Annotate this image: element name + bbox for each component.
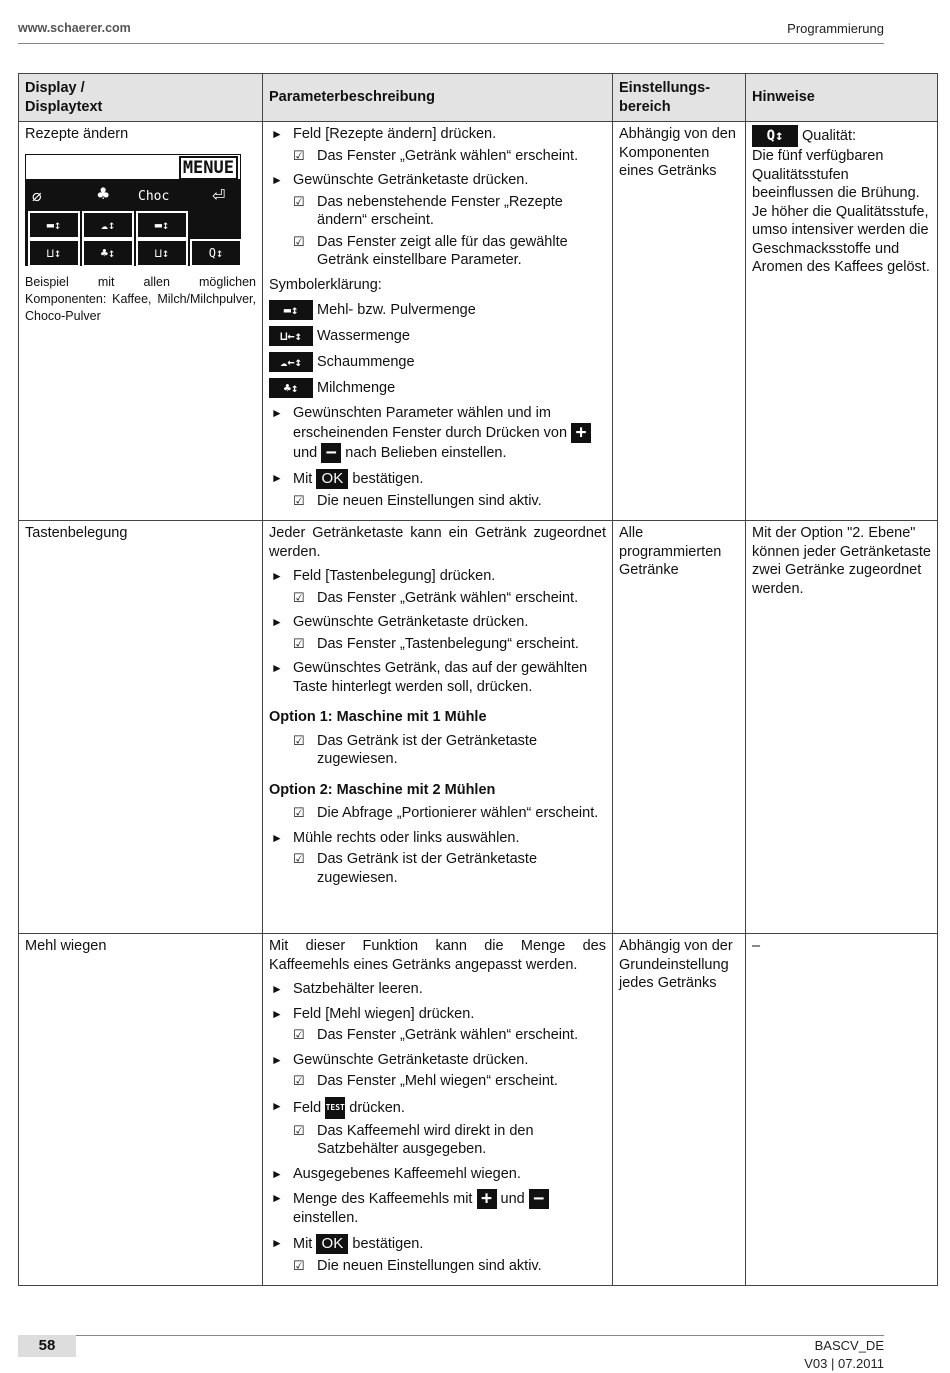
row-display-cell [19,521,263,934]
legend-item: ▬↕ Mehl- bzw. Pulvermenge [269,300,606,320]
menu-label: MENUE [179,156,238,180]
milk-amount-icon: ♣↕ [269,378,313,398]
result: ☑ Das Fenster „Getränk wählen“ erscheint. [293,147,579,164]
minus-icon: − [321,443,341,463]
foam-amount-icon: ☁←↕ [269,352,313,372]
step: ► Menge des Kaffeemehls mit + und − einstellen. [269,1189,606,1228]
checkbox-icon: ☑ [293,851,305,866]
page-number: 58 [18,1335,76,1357]
result: ☑ Die neuen Einstellungen sind aktiv. [293,492,542,509]
step-arrow-icon: ► [271,1006,283,1021]
intro-text: Mit dieser Funktion kann die Menge des Kaffeemehls eines Getränks angepasst werden. [269,938,606,973]
checkbox-icon: ☑ [293,1027,305,1042]
step-arrow-icon: ► [271,173,283,187]
checkbox-icon: ☑ [293,1122,305,1138]
row-notes-cell [746,122,938,521]
intro-text: Jeder Getränketaste kann ein Getränk zugeordnet werden. [269,525,606,560]
row-display-cell [19,934,263,1286]
legend-item: ♣↕ Milchmenge [269,378,606,398]
row-description-cell [263,122,613,521]
minus-icon: − [529,1189,549,1209]
section-title: Programmierung [787,21,884,36]
step: ► Satzbehälter leeren. [271,981,423,997]
back-icon: ⏎ [212,185,226,205]
checkbox-icon: ☑ [293,147,305,163]
row-title: Rezepte ändern [25,126,129,142]
choc-label: Choc [138,188,170,204]
header-display: Display / Displaytext [19,74,263,122]
checkbox-icon: ☑ [293,193,305,209]
ok-icon: OK [316,469,348,489]
result: ☑ Das Getränk ist der Getränketaste zugewiesen. [293,851,538,886]
step-arrow-icon: ► [271,830,283,845]
step-arrow-icon: ► [271,470,283,485]
screen-caption: Beispiel mit allen möglichen Komponenten: Kaffee, Milch/Milchpulver, Choco-Pulver [25,274,256,323]
result: ☑ Das Fenster „Getränk wählen“ erscheint. [293,1027,579,1043]
result: ☑ Die Abfrage „Portionierer wählen“ erscheint. [293,805,599,821]
step-arrow-icon: ► [271,569,283,583]
step: ► Gewünschte Getränketaste drücken. [271,1051,529,1068]
step-arrow-icon: ► [271,982,283,996]
step: ► Feld [Rezepte ändern] drücken. [271,126,497,142]
quality-cell: Q↕ [190,239,242,267]
doc-id: BASCV_DE [814,1338,884,1353]
legend-item: ⊔←↕ Wassermenge [269,326,606,346]
header-notes: Hinweise [746,74,938,122]
ok-icon: OK [316,1234,348,1254]
result: ☑ Das Fenster zeigt alle für das gewählte Getränk einstellbare Parameter. [293,233,568,268]
plus-icon: + [477,1189,497,1209]
website-url: www.schaerer.com [18,21,131,35]
row-title: Mehl wiegen [25,938,107,954]
footer-divider [76,1335,884,1336]
result: ☑ Das Kaffeemehl wird direkt in den Satzbehälter ausgegeben. [293,1122,534,1157]
step-arrow-icon: ► [271,1166,283,1181]
row-range-cell: Abhängig von den Komponenten eines Getränks [613,122,746,521]
milk-amount-cell: ♣↕ [82,239,134,267]
option-heading: Option 1: Maschine mit 1 Mühle [269,709,487,725]
table-row [19,122,938,521]
checkbox-icon: ☑ [293,635,305,651]
parameter-table [18,73,938,1286]
water-amount-cell: ⊔↕ [28,239,80,267]
step: ► Mühle rechts oder links auswählen. [271,829,520,846]
row-description-cell [263,934,613,1286]
row-notes-cell: – [746,934,938,1286]
row-display-cell [19,122,263,521]
quality-label: Qualität: [802,127,857,144]
step: ► Gewünschten Parameter wählen und im erscheinenden Fenster durch Drücken von + und − nach Belieben einstellen. [269,404,606,463]
checkbox-icon: ☑ [293,805,305,820]
step: ► Gewünschte Getränketaste drücken. [271,614,529,630]
step-arrow-icon: ► [271,127,283,141]
table-row [19,521,938,934]
checkbox-icon: ☑ [293,589,305,605]
option-heading: Option 2: Maschine mit 2 Mühlen [269,781,496,798]
powder-amount-cell: ▬↕ [28,211,80,239]
legend-item: ☁←↕ Schaummenge [269,352,606,372]
step-arrow-icon: ► [271,1191,283,1205]
row-range-cell: Abhängig von der Grundeinstellung jedes Getränks [613,934,746,1286]
water-amount-cell-2: ⊔↕ [136,239,188,267]
step: ► Gewünschte Getränketaste drücken. [271,172,529,188]
step: ► Feld [Tastenbelegung] drücken. [271,568,496,584]
step: ► Gewünschtes Getränk, das auf der gewählten Taste hinterlegt werden soll, drücken. [271,660,588,695]
row-title: Tastenbelegung [25,525,128,541]
test-icon: TEST [325,1097,345,1119]
header-description: Parameterbeschreibung [263,74,613,122]
step-arrow-icon: ► [271,615,283,629]
doc-version: V03 | 07.2011 [804,1356,884,1371]
step: ► Ausgegebenes Kaffeemehl wiegen. [271,1165,521,1182]
checkbox-icon: ☑ [293,492,305,508]
powder-amount-icon: ▬↕ [269,300,313,320]
step-arrow-icon: ► [271,1052,283,1067]
result: ☑ Die neuen Einstellungen sind aktiv. [293,1257,542,1274]
step-arrow-icon: ► [271,1235,283,1250]
step-arrow-icon: ► [271,1098,283,1113]
result: ☑ Das nebenstehende Fenster „Rezepte ändern“ erscheint. [293,193,563,228]
result: ☑ Das Fenster „Tastenbelegung“ erscheint. [293,635,579,652]
display-screen-image [25,154,241,266]
water-amount-icon: ⊔←↕ [269,326,313,346]
foam-amount-cell: ☁↕ [82,211,134,239]
quality-note: Die fünf verfügbaren Qualitätsstufen beeinflussen die Brühung. Je höher die Qualitätsstufe, umso intensiver werden die Geschmacksstoffe und Aromen des Kaffees gelöst. [752,148,930,275]
checkbox-icon: ☑ [293,1073,305,1088]
milk-pitcher-icon: ♣ [96,183,111,203]
legend-title: Symbolerklärung: [269,276,382,293]
result: ☑ Das Getränk ist der Getränketaste zugewiesen. [293,732,538,767]
checkbox-icon: ☑ [293,233,305,249]
row-range-cell: Alle programmierten Getränke [613,521,746,934]
plus-icon: + [571,423,591,443]
step: ► Mit OK bestätigen. [271,469,424,487]
checkbox-icon: ☑ [293,1257,305,1273]
row-description-cell [263,521,613,934]
step: ► Feld TEST drücken. [269,1097,606,1119]
checkbox-icon: ☑ [293,732,305,748]
step: ► Feld [Mehl wiegen] drücken. [271,1005,475,1022]
step-arrow-icon: ► [271,406,283,420]
footer-doc-info [804,1337,884,1373]
quality-icon: Q↕ [752,125,798,147]
table-header-row [19,74,938,122]
powder-amount-cell-2: ▬↕ [136,211,188,239]
step: ► Mit OK bestätigen. [271,1234,424,1252]
header-divider [18,43,884,44]
table-row [19,934,938,1286]
coffee-bean-icon: ⌀ [32,185,42,205]
row-notes-cell: Mit der Option "2. Ebene" können jeder Getränketaste zwei Getränke zugeordnet werden. [746,521,938,934]
result: ☑ Das Fenster „Mehl wiegen“ erscheint. [293,1073,558,1089]
header-range: Einstellungs- bereich [613,74,746,122]
result: ☑ Das Fenster „Getränk wählen“ erscheint. [293,589,579,606]
step-arrow-icon: ► [271,661,283,675]
